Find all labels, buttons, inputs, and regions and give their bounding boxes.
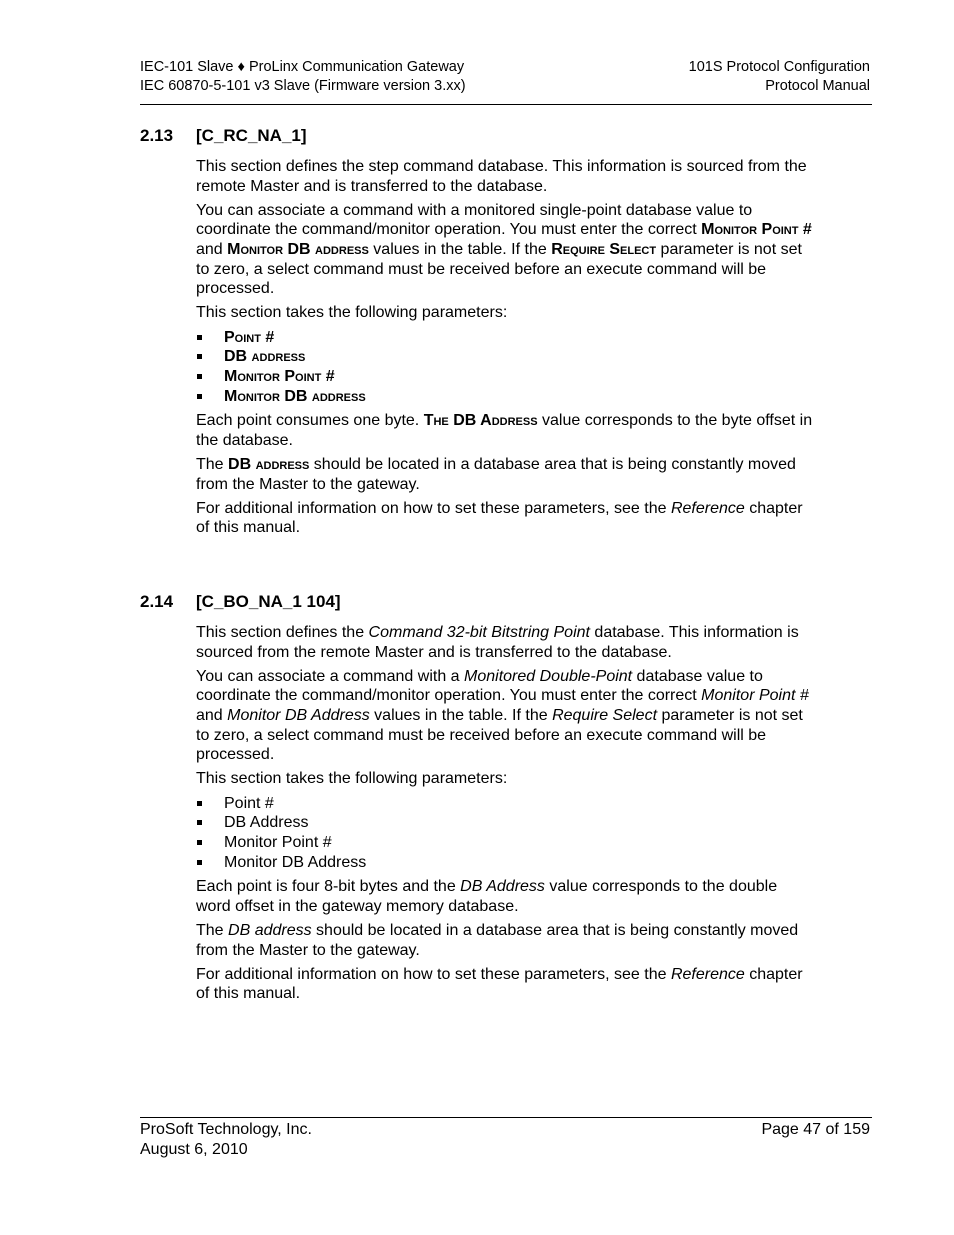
footer-divider — [140, 1117, 872, 1118]
paragraph: This section takes the following parameters: — [196, 304, 508, 322]
reference-term: Reference — [670, 965, 745, 983]
term: DB address — [228, 456, 310, 474]
term: Monitor DB address — [227, 240, 369, 258]
section-number: 2.14 — [140, 592, 174, 611]
term: Monitor Point # — [701, 687, 809, 705]
parameter-list — [196, 794, 816, 873]
header-chapter: 101S Protocol Configuration — [688, 59, 870, 75]
list-item: Monitor Point # — [196, 833, 816, 853]
term: Command 32-bit Bitstring Point — [368, 624, 590, 641]
paragraph: This section takes the following parameters: — [196, 770, 508, 788]
section-body-2-14 — [196, 623, 816, 1009]
term: DB address — [228, 922, 312, 940]
header-left — [140, 58, 466, 96]
term: Monitored Double-Point — [464, 667, 633, 685]
footer-right — [761, 1120, 870, 1140]
header-divider — [140, 104, 872, 105]
footer-date: August 6, 2010 — [140, 1140, 248, 1158]
paragraph: For additional information on how to set these parameters, see the Reference chapter of this manual. — [196, 965, 803, 1003]
header-product-line: IEC-101 Slave ♦ ProLinx Communication Gateway — [140, 59, 465, 75]
term: The DB Address — [423, 412, 538, 430]
paragraph: The DB address should be located in a database area that is being constantly moved from the Master to the gateway. — [196, 456, 796, 493]
footer-left — [140, 1120, 312, 1159]
list-item: Monitor Point # — [196, 367, 816, 387]
term: Monitor DB Address — [227, 706, 370, 724]
term: Require Select — [552, 706, 658, 724]
list-item: DB Address — [196, 813, 816, 833]
term: DB Address — [460, 878, 545, 896]
reference-term: Reference — [670, 499, 745, 517]
section-heading-2-13 — [140, 126, 307, 146]
section-body-2-13 — [196, 157, 816, 543]
header-manual: Protocol Manual — [765, 78, 870, 94]
paragraph: This section defines the step command database. This information is sourced from the remote Master and is transferred to the database. — [196, 158, 807, 195]
paragraph: Each point consumes one byte. The DB Address value corresponds to the byte offset in the database. — [196, 412, 813, 449]
section-title: [C_RC_NA_1] — [196, 126, 307, 145]
section-heading-2-14 — [140, 592, 341, 612]
section-number: 2.13 — [140, 126, 174, 145]
footer-company: ProSoft Technology, Inc. — [140, 1121, 312, 1138]
paragraph: The DB address should be located in a database area that is being constantly moved from the Master to the gateway. — [196, 922, 799, 959]
list-item: Monitor DB Address — [196, 853, 816, 873]
paragraph: You can associate a command with a Monitored Double-Point database value to coordinate the command/monitor operation. You must enter the correct Monitor Point # and Monitor DB Address values in the table. If the Require Select parameter is not set to zero, a select command must be received before an execute command will be processed. — [196, 667, 809, 764]
term: Require Select — [551, 240, 657, 258]
list-item: DB address — [196, 347, 816, 367]
section-title: [C_BO_NA_1 104] — [196, 592, 341, 611]
paragraph: For additional information on how to set these parameters, see the Reference chapter of this manual. — [196, 499, 803, 537]
list-item: Point # — [196, 328, 816, 348]
paragraph: This section defines the Command 32-bit Bitstring Point database. This information is sourced from the remote Master and is transferred to the database. — [196, 624, 799, 661]
list-item: Point # — [196, 794, 816, 814]
paragraph: Each point is four 8-bit bytes and the DB Address value corresponds to the double word offset in the gateway memory database. — [196, 878, 778, 915]
page-number: Page 47 of 159 — [761, 1121, 870, 1138]
header-right — [689, 58, 870, 96]
header-firmware-line: IEC 60870-5-101 v3 Slave (Firmware version 3.xx) — [140, 78, 466, 94]
parameter-list — [196, 328, 816, 407]
paragraph: You can associate a command with a monitored single-point database value to coordinate the command/monitor operation. You must enter the correct Monitor Point # and Monitor DB address values in the table. If the Require Select parameter is not set to zero, a select command must be received before an execute command will be processed. — [196, 201, 812, 298]
list-item: Monitor DB address — [196, 387, 816, 407]
term: Monitor Point # — [701, 221, 812, 239]
